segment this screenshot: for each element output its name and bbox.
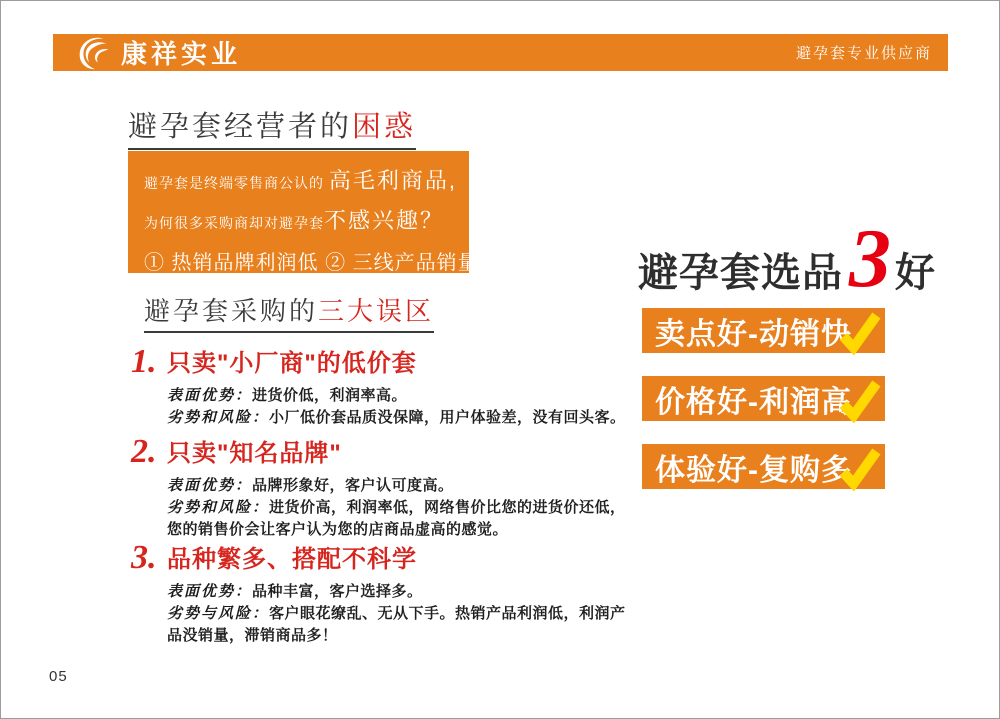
benefit-banner [642,444,885,489]
banner-label: 卖点好-动销快 [655,317,852,351]
checkmark-icon [837,376,881,422]
item-risk-line: 劣势和风险：进货价高，利润率低，网络售价比您的进货价还低，您的销售价会让客户认为您的店商品虚高的感觉。 [167,498,626,538]
section1-title-red: 困惑 [352,111,417,143]
item-number: 1. [131,343,157,380]
misconception-item [131,343,632,429]
benefit-banner [642,308,885,353]
banner-label: 体验好-复购多 [655,453,852,487]
section1-title-black: 避孕套经营者的 [128,111,353,143]
checkmark-icon [837,308,881,354]
item-risk-line: 劣势与风险：客户眼花缭乱、无从下手。热销产品利润低，利润产品没销量，滞销商品多！ [167,604,626,644]
headline-number: 3 [849,212,891,305]
section1-title [128,104,416,150]
item-title: 只卖"小厂商"的低价套 [167,350,417,377]
benefit-banner [642,376,885,421]
misconception-item [131,539,632,646]
brand-logo-icon [75,34,113,72]
confusion-box [128,151,500,274]
checkmark-icon [837,444,881,490]
headline-prefix: 避孕套选品 [638,251,843,295]
item-title: 品种繁多、搭配不科学 [167,546,417,573]
misconception-item [131,433,632,540]
brand-name: 康祥实业 [121,39,242,69]
headline-suffix: 好 [895,251,936,295]
section2-title-black: 避孕套采购的 [144,296,319,326]
item-title: 只卖"知名品牌" [167,440,342,467]
confusion-line3: ① 热销品牌利润低 ② 三线产品销量少 [144,252,500,274]
selection-headline [638,212,936,305]
confusion-line1: 避孕套是终端零售商公认的 高毛利商品, [144,168,458,193]
section2-title [144,291,434,333]
item-risk-line: 劣势和风险：小厂低价套品质没保障，用户体验差，没有回头客。 [167,408,626,426]
item-advantage-line: 表面优势：进货价低，利润率高。 [167,387,408,404]
confusion-line2: 为何很多采购商却对避孕套不感兴趣？ [144,208,445,233]
header-bar [53,34,948,71]
banner-label: 价格好-利润高 [655,385,852,419]
page-number: 05 [49,668,68,685]
item-number: 2. [131,433,157,470]
item-number: 3. [131,539,157,576]
header-tagline: 避孕套专业供应商 [795,45,932,62]
item-advantage-line: 表面优势：品种丰富，客户选择多。 [167,583,423,600]
item-advantage-line: 表面优势：品牌形象好，客户认可度高。 [167,477,454,494]
section2-title-red: 三大误区 [318,296,435,326]
